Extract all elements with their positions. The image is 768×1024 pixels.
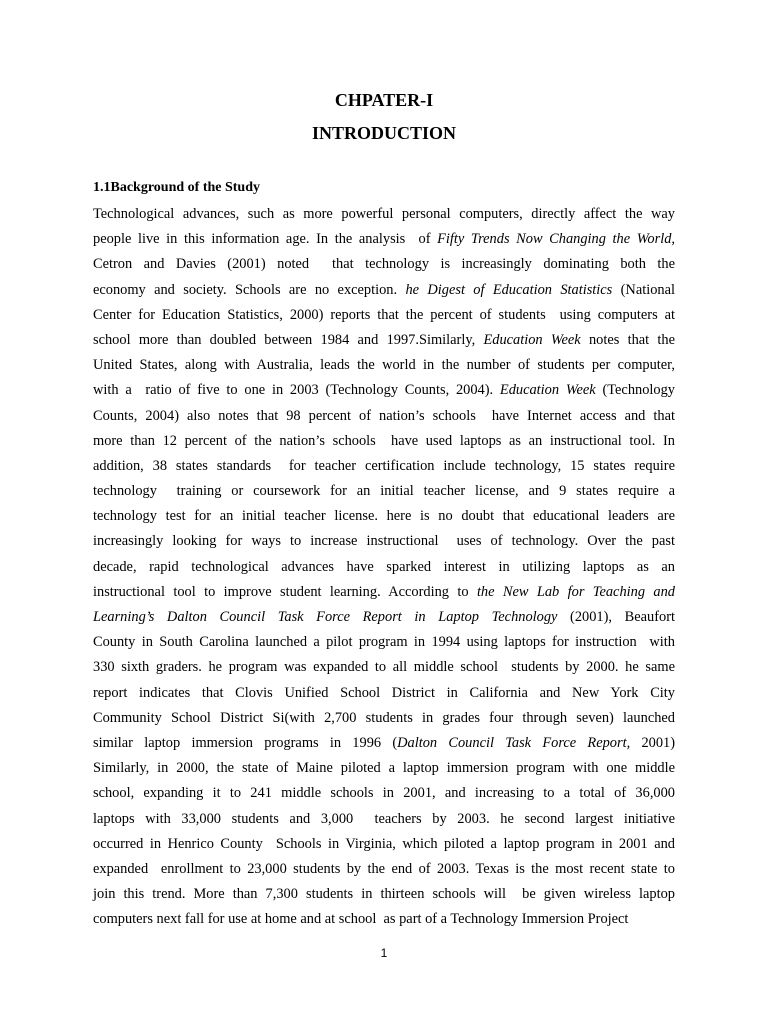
- text-line: [93, 756, 675, 781]
- text-line: [93, 630, 675, 655]
- text-segment: Community School District Si(with 2,700 students in grades four through seven) launched: [93, 709, 675, 726]
- text-line: [93, 655, 675, 680]
- italic-text: Education Week: [499, 382, 596, 399]
- text-line: [93, 353, 675, 378]
- text-line: [93, 681, 675, 706]
- text-segment: people live in this information age. In the analysis of: [93, 231, 438, 248]
- text-segment: school, expanding it to 241 middle schools in 2001, and increasing to a total of 36,000: [93, 785, 675, 802]
- text-segment: expanded enrollment to 23,000 students by the end of 2003. Texas is the most recent state to: [93, 860, 675, 877]
- italic-text: Fifty Trends Now Changing the World,: [437, 231, 675, 248]
- text-segment: increasingly looking for ways to increase instructional uses of technology. Over the past: [93, 533, 675, 550]
- page-number: 1: [380, 946, 388, 960]
- text-segment: Similarly, in 2000, the state of Maine piloted a laptop immersion program with one middle: [93, 760, 675, 777]
- italic-text: Education Week: [483, 331, 581, 348]
- text-segment: more than 12 percent of the nation’s schools have used laptops as an instructional tool. In: [93, 432, 675, 449]
- text-line: [93, 529, 675, 554]
- text-line: [93, 605, 675, 630]
- text-line: [93, 202, 675, 227]
- text-line: [93, 857, 675, 882]
- text-line: [93, 580, 675, 605]
- text-segment: (Technology: [595, 382, 675, 399]
- italic-text: he Digest of Education Statistics: [405, 281, 613, 298]
- italic-text: the New Lab for Teaching and: [476, 583, 675, 600]
- text-segment: computers next fall for use at home and at school as part of a Technology Immersion Project: [93, 911, 629, 928]
- text-line: [93, 252, 675, 277]
- text-line: [93, 278, 675, 303]
- text-line: [93, 504, 675, 529]
- text-line: [93, 706, 675, 731]
- text-line: [93, 378, 675, 403]
- text-segment: Cetron and Davies (2001) noted that technology is increasingly dominating both the: [93, 256, 675, 273]
- text-line: [93, 807, 675, 832]
- text-segment: (National: [612, 281, 675, 298]
- text-line: [93, 479, 675, 504]
- chapter-label: CHPATER-I: [334, 90, 434, 110]
- text-line: [93, 454, 675, 479]
- text-segment: addition, 38 states standards for teacher certification include technology, 15 states require: [93, 457, 675, 474]
- text-segment: similar laptop immersion programs in 1996 (: [93, 734, 398, 751]
- section-heading: 1.1Background of the Study: [93, 180, 261, 195]
- text-segment: 330 sixth graders. he program was expanded to all middle school students by 2000. he same: [93, 659, 675, 676]
- text-line: [93, 907, 675, 932]
- text-line: [93, 882, 675, 907]
- italic-text: Learning’s Dalton Council Task Force Report in Laptop Technology: [93, 609, 558, 625]
- text-line: [93, 328, 675, 353]
- text-line: [93, 781, 675, 806]
- text-line: [93, 731, 675, 756]
- text-segment: economy and society. Schools are no exception.: [93, 281, 406, 298]
- text-line: [93, 227, 675, 252]
- text-segment: Technological advances, such as more powerful personal computers, directly affect the way: [93, 206, 675, 222]
- chapter-title: INTRODUCTION: [311, 123, 457, 143]
- text-segment: Counts, 2004) also notes that 98 percent of nation’s schools have Internet access and that: [93, 407, 675, 424]
- text-segment: technology test for an initial teacher license. here is no doubt that educational leaders are: [93, 508, 675, 525]
- italic-text: Dalton Council Task Force Report,: [397, 734, 631, 751]
- text-line: [93, 404, 675, 429]
- text-line: [93, 303, 675, 328]
- text-line: [93, 832, 675, 857]
- text-segment: school more than doubled between 1984 and 1997.Similarly,: [93, 331, 484, 348]
- body-paragraph: [93, 202, 675, 932]
- text-segment: County in South Carolina launched a pilot program in 1994 using laptops for instruction with: [93, 634, 675, 651]
- text-segment: report indicates that Clovis Unified School District in California and New York City: [93, 684, 675, 701]
- text-segment: with a ratio of five to one in 2003 (Technology Counts, 2004).: [93, 382, 500, 399]
- text-line: [93, 429, 675, 454]
- text-segment: United States, along with Australia, leads the world in the number of students per computer,: [93, 357, 675, 374]
- text-segment: technology training or coursework for an initial teacher license, and 9 states require a: [93, 483, 675, 500]
- text-line: [93, 555, 675, 580]
- text-segment: occurred in Henrico County Schools in Virginia, which piloted a laptop program in 2001 and: [93, 835, 675, 852]
- text-segment: instructional tool to improve student learning. According to: [93, 583, 477, 600]
- text-segment: Center for Education Statistics, 2000) reports that the percent of students using computers at: [93, 306, 675, 323]
- text-segment: (2001), Beaufort: [557, 609, 675, 625]
- text-segment: notes that the: [580, 331, 676, 348]
- text-segment: laptops with 33,000 students and 3,000 teachers by 2003. he second largest initiative: [93, 810, 675, 827]
- text-segment: decade, rapid technological advances have sparked interest in utilizing laptops as an: [93, 558, 675, 575]
- text-segment: join this trend. More than 7,300 students in thirteen schools will be given wireless laptop: [93, 886, 675, 903]
- text-segment: 2001): [630, 734, 676, 751]
